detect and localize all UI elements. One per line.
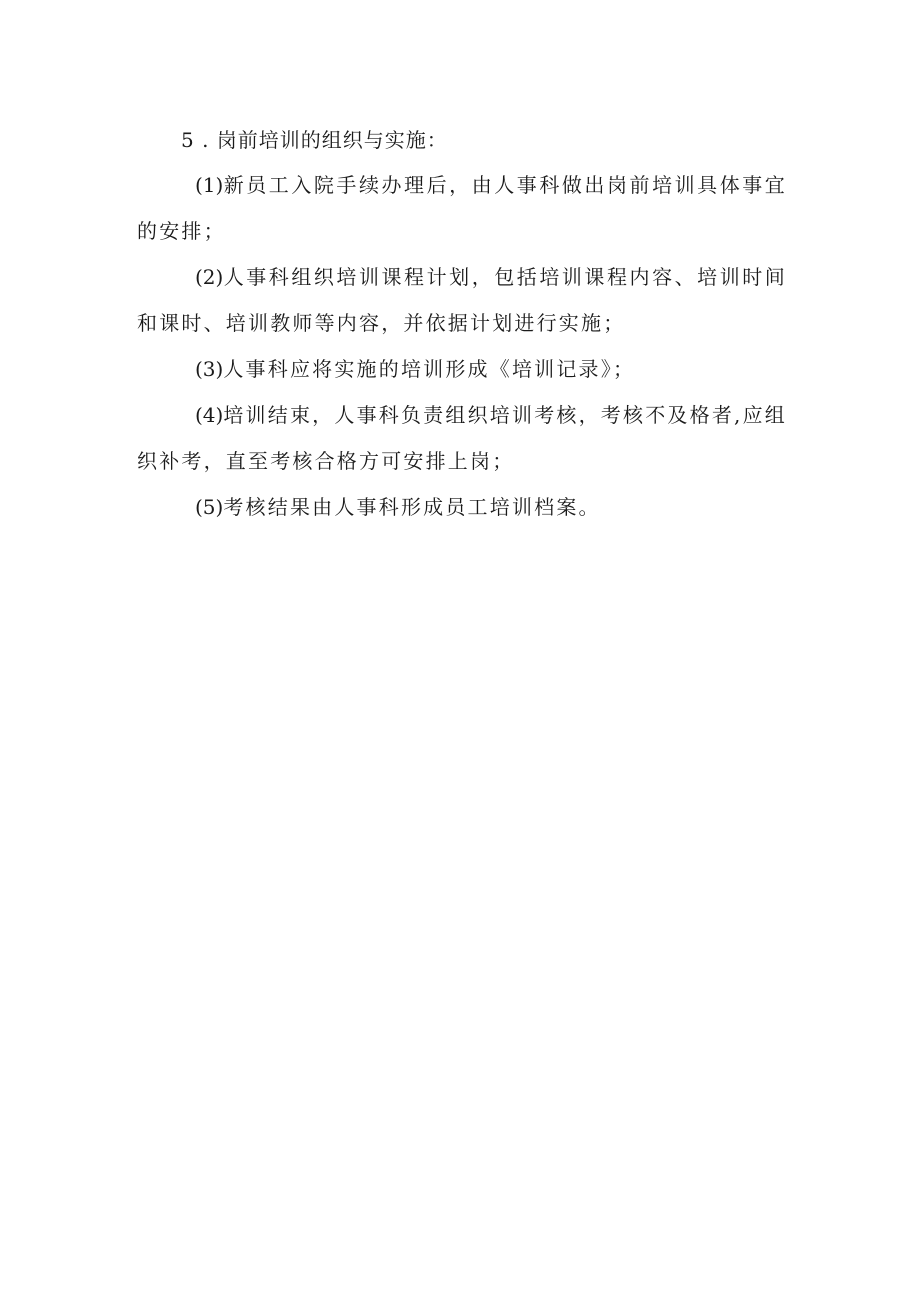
item-number: (3): [195, 357, 224, 381]
list-item: [137, 484, 787, 530]
list-item: [137, 162, 787, 254]
item-number: (2): [195, 265, 224, 289]
item-text: 考核结果由人事科形成员工培训档案。: [223, 495, 601, 519]
item-text: 人事科应将实施的培训形成《培训记录》；: [223, 357, 636, 381]
item-number: (5): [195, 495, 224, 519]
list-item: [137, 254, 787, 346]
item-number: (4): [195, 403, 224, 427]
item-text: 新员工入院手续办理后，由人事科做出岗前培训具体事宜的安排；: [137, 173, 787, 243]
item-text: 人事科组织培训课程计划，包括培训课程内容、培训时间和课时、培训教师等内容，并依据计划进行实施；: [137, 265, 787, 335]
list-item: [137, 392, 787, 484]
item-text: 培训结束，人事科负责组织培训考核，考核不及格者,应组织补考，直至考核合格方可安排上岗；: [137, 403, 787, 473]
item-number: (1): [195, 173, 224, 197]
document-body: [137, 118, 787, 530]
section-heading: 5 . 岗前培训的组织与实施：: [181, 128, 448, 152]
list-item: [137, 346, 787, 392]
